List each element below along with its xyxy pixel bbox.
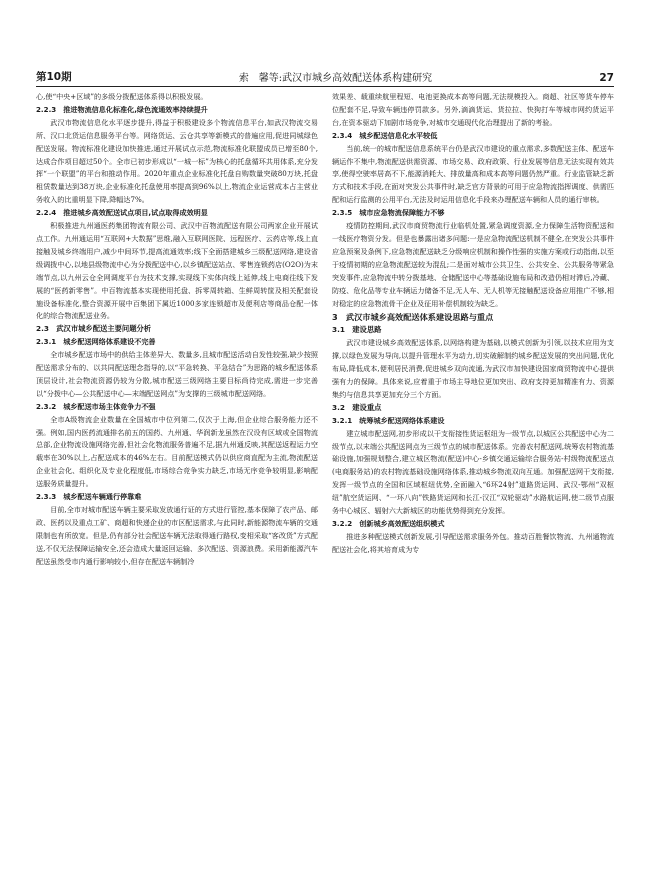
issue-number: 第10期 [36,71,72,83]
paragraph: 积极推进九州通医药集团物流有限公司、武汉中百物流配送有限公司两家企业开展试点工作。九州通运用“互联网+大数据”思维,融入互联网医院、远程医疗、云药店等,线上直接触及城乡终端用户,减少中间环节,提高流通效率;线下全面搭建城乡三级配送网络,建设省级调拨中心,以地县级物流中心为分拨配送中心,以乡镇配送站点、零售连锁药店(O2O)为末端节点,以九州云仓全网调度平台为技术支撑,实现线下实体向线上延伸,线上电商往线下发展的“医药新零售”。中百物流基本实现使用托盘、拆零周转箱、生鲜周转筐及相关配套设施设备标准化,整合资源开展中百集团下属近1000多家连锁超市及便利店等商品仓配一体化的综合物流配送业务。 [36,221,318,321]
running-title: 索 馨等:武汉市城乡高效配送体系构建研究 [238,73,433,84]
subsubsection-heading: 2.3.3 城乡配送车辆通行停靠难 [36,492,142,502]
paragraph: 建立城市配送网,初步形成以干支衔接性货运枢纽为一级节点,以城区公共配送中心为二级节点,以末端公共配送网点为三级节点的城市配送体系。完善农村配送网,统筹农村物流基础设施,加强规划整合,建立城区物流(配送)中心-乡镇交通运输综合服务站-村级物流配送点(电商服务站)的农村物流基础设施网络体系,推动城乡物流双向互通。加强配送网干支衔接,发挥一级节点的全国和区域枢纽优势,全面融入“6环24射”道路货运网、武汉-鄂州“双枢纽”航空货运网、“一环八向”铁路货运网和长江-汉江“双轮驱动”水路航运网,使二级节点服务中心城区、辐射六大新城区的功能优势得到充分发挥。 [332,428,614,516]
subsubsection-heading: 2.3.2 城乡配送市场主体竞争力不强 [36,401,156,411]
paragraph-continuation: 效果差、载重续航里程短、电池更换成本高等问题,无法规模投入。商超、社区等货车停车位配套不足,导致车辆违停罚款多。另外,滴滴货运、货拉拉、快狗打车等城市网约货运平台,在资本驱动下加剧市场竞争,对城市交通现代化治理提出了新的考验。 [332,92,614,127]
subsubsection-heading: 2.3.4 城乡配送信息化水平较低 [332,130,438,140]
subsubsection-heading: 2.2.4 推进城乡高效配送试点项目,试点取得成效明显 [36,208,208,218]
paragraph: 疫情防控期间,武汉市商贸物流行业临机处置,紧急调度资源,全力保障生活物资配送和一线医疗物资分发。但是也暴露出诸多问题:一是应急物流配送机制不健全,在突发公共事件应急预案及条例下,应急物流配送缺乏分级响应机制和操作性强的实施方案或行动指南,以至于疫情初期的应急物流配送较为混乱;二是面对城市公共卫生、公共安全、公共服务等紧急突发事件,应急物流中转分拨基地、仓储配送中心等基础设施布局和改造仍相对滞后,冷藏、防疫、危化品等专业车辆运力储备不足,无人车、无人机等无接触配送设备应用推广不够,相对稳定的应急物流骨干企业及征用补偿机制较为缺乏。 [332,221,614,308]
subsubsection-heading: 2.3.5 城市应急物流保障能力不够 [332,208,445,218]
subsection-heading: 2.3 武汉市城乡配送主要问题分析 [36,324,152,334]
subsection-heading: 3.1 建设思路 [332,325,382,335]
subsection-heading: 3.2 建设重点 [332,402,382,412]
paragraph-continuation: 心,使“中央+区域”的多级分拨配送体系得以积极发展。 [36,92,208,101]
paragraph: 武汉市物流信息化水平逐步提升,得益于积极建设多个物流信息平台,如武汉物流交易所、汉口北货运信息服务平台等。网络货运、云仓共享等新模式的普遍应用,促进同城绿色配送发展。物流标准化建设加快推进,通过开展试点示范,物流标准化联盟成员已增至80个,达成合作项目超过50个。全市已初步形成以“一城一标”为核心的托盘循环共用体系,充分发挥“一个联盟”的平台和推动作用。2020年重点企业标准化托盘自购数量突破80万块,托盘租赁数量达到38万块,企业标准化托盘使用率提高到96%以上,物流企业运营成本占主营业务收入的比重明显下降,降幅达7%。 [36,117,318,205]
section-heading: 3 武汉市城乡高效配送体系建设思路与重点 [332,312,494,323]
subsubsection-heading: 3.2.2 创新城乡高效配送组织模式 [332,519,445,528]
running-header [36,68,614,84]
page-number: 27 [599,72,614,84]
subsubsection-heading: 2.3.1 城乡配送网络体系建设不完善 [36,337,156,347]
paragraph: 全市A级物流企业数量在全国城市中位列第二,仅次于上海,但企业综合服务能力还不强。例如,国内医药流通排名前五的国药、九州通、华润新龙虽然在汉设有区域或全国物流总部,企业物流设施网络完善,但社会化物流服务普遍不足,据九州通反映,其配送返程运力空载率在30%以上,占配送成本的46%左右。目前配送模式仍以供应商直配为主流,物流配送企业社会化、组织化及专业化程度低,市场综合竞争实力缺乏,市场无序竞争较明显,影响配送服务质量提升。 [36,414,318,489]
paragraph: 目前,全市对城市配送车辆主要采取发放通行证的方式进行管控,基本保障了农产品、邮政、医药以及重点工矿、商超和快递企业的市区配送需求,与此同时,新能源物流车辆的交通限制也有所放宽。但是,仍有部分社会配送车辆无法取得通行路权,变相采取“客改货”方式配送,不仅无法保障运输安全,还会造成大量返回运输、多次配送、资源浪费。采用新能源汽车配送虽然受市内通行影响较小,但存在配送车辆制冷 [36,505,318,566]
article-body [36,91,614,871]
header-rule [36,86,614,87]
paragraph: 当前,统一的城市配送信息系统平台仍是武汉市建设的重点需求,多数配送主体、配送车辆运作不集中,物流配送供需资源、市场交易、政府政策、行业发展等信息无法实现有效共享,使得空驶率居高不下,能源消耗大、排放量高和成本高等问题仍然严重。行业监管缺乏新方式和技术手段,在面对突发公共事件时,缺乏官方背景的可用于应急物流指挥调度、供需匹配和运行监测的公用平台,无法及时运用信息化手段来办理配送车辆和人员的通行审核。 [332,143,614,205]
subsubsection-heading: 3.2.1 统筹城乡配送网络体系建设 [332,415,445,425]
paragraph: 全市城乡配送市场中的供给主体差异大、数量多,且城市配送活动自发性较强,缺少按照配送需求分布的、以共同配送理念指导的,以“平急转换、平急结合”为思路的城乡配送体系顶层设计,社会物流资源仍较为分散,城市配送三级网络主要目标尚待完成,需进一步完善以“分拨中心—公共配送中心—末端配送网点”为支撑的三级城市配送网络。 [36,350,318,398]
subsubsection-heading: 2.2.3 推进物流信息化标准化,绿色流通效率持续提升 [36,104,208,114]
paragraph: 推进多种配送模式创新发展,引导配送需求服务外包。推动百胜餐饮物流、九州通物流配送社会化,将其培育成为专 [332,531,614,554]
right-column [332,91,614,871]
left-column [36,91,318,871]
paragraph: 武汉市建设城乡高效配送体系,以网络构建为基础,以模式创新为引领,以技术应用为支撑,以绿色发展为导向,以提升管理水平为动力,切实破解制约城乡配送发展的突出问题,优化布局,降低成本,便利居民消费,促进城乡双向流通,为武汉市加快建设国家商贸物流中心提供强有力的保障。具体来说,应着重于市场主导地位更加突出、政府支持更加精准有力、资源集约与信息共享更加充分三个方面。 [332,338,614,399]
